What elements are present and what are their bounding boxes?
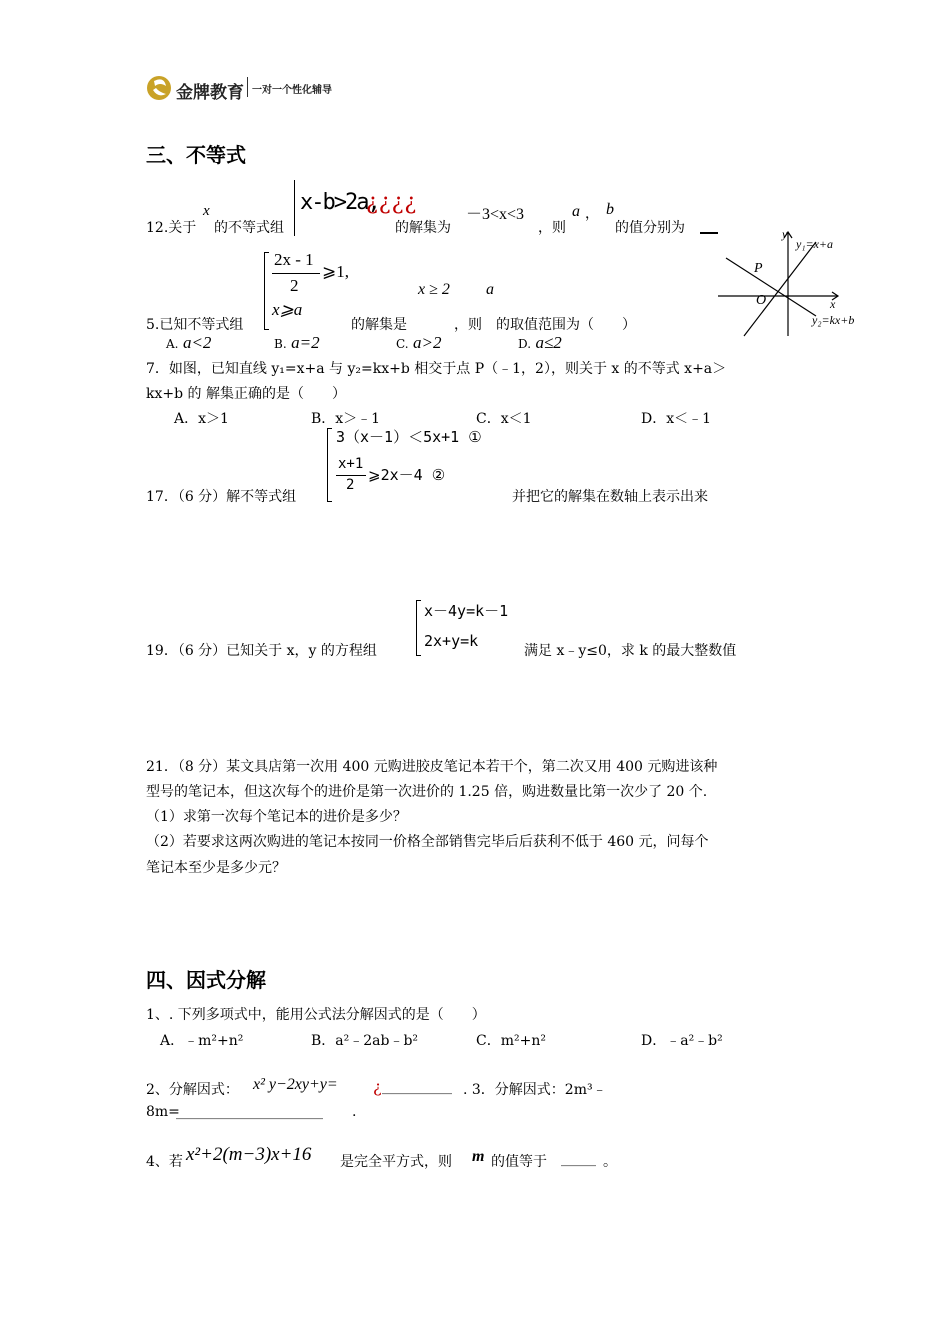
q12-var-b: b [606,201,614,218]
q17-frac-den: 2 [346,477,355,493]
q12-var-a: a [572,203,580,220]
f3-blank[interactable]: _____________________ [176,1104,323,1120]
f4-prefix: 4、若 [146,1154,183,1170]
graph-line1-label: y₁=x+a [796,237,834,251]
q5-cond: x ≥ 2 [418,281,450,298]
q19-eq1: x－4y=k－1 [424,602,509,620]
q5-option-expr: a=2 [291,333,320,352]
q5-frac-bar [272,273,320,274]
q12-then: ，则 [538,220,566,236]
q5-option-c[interactable] [396,333,442,353]
q5-option-a[interactable] [166,333,211,353]
q5-option-d[interactable] [518,333,562,353]
q17-eq1: 3（x－1）＜5x+1 ① [336,428,482,446]
intersection-graph [716,228,891,338]
q7-line1: 7．如图，已知直线 y₁=x+a 与 y₂=kx+b 相交于点 P（﹣1，2），则关于 x 的不等式 x+a＞ [146,361,727,377]
q17-prefix: 17．（6 分）解不等式组 [146,489,297,505]
f4-tail: 的值等于 [491,1154,547,1170]
graph-line2-label: y₂=kx+b [812,313,855,327]
line-y2 [726,258,816,316]
q12-comma: ， [585,206,599,222]
graph-x-label: x [830,297,836,311]
q7-option-a[interactable]: A．x＞1 [174,411,229,427]
f2-prefix: 2、分解因式： [146,1082,239,1098]
q5-tail: 的取值范围为（ ） [496,317,636,333]
q7-line2: kx+b 的 解集正确的是（ ） [146,386,346,402]
q5-option-expr: a≤2 [535,333,562,352]
logo-icon [146,72,172,104]
q5-option-expr: a>2 [413,333,442,352]
f4-end: 。 [603,1154,617,1170]
f1-option-a[interactable]: A．﹣m²+n² [160,1033,244,1049]
q17-frac-bar [336,475,366,476]
q21-line: 21．（8 分）某文具店第一次用 400 元购进胶皮笔记本若干个，第二次又用 400 元购进该种 [146,759,718,775]
q5-system-brace [264,252,269,330]
f4-expr: x²+2(m−3)x+16 [186,1144,312,1165]
f1-stem: 1、. 下列多项式中，能用公式法分解因式的是（ ） [146,1007,486,1023]
q5-option-letter: D. [518,337,532,351]
q5-geq1: ⩾1, [322,262,349,281]
f4-blank[interactable]: _____ [561,1151,596,1167]
q7-option-b[interactable]: B．x＞﹣1 [311,411,381,427]
q21-line: （2）若要求这两次购进的笔记本按同一价格全部销售完毕后后获利不低于 460 元，问每个 [146,834,709,850]
logo-slogan: 一对一个性化辅导 [252,85,332,96]
f2-blank[interactable]: __________ [382,1079,452,1095]
q5-line1: 2x - 1 [274,250,314,269]
q19-system-brace [416,600,421,656]
q12-garbled: ¿¿¿¿ [366,190,418,215]
q19-suffix: 满足 x﹣y≤0，求 k 的最大整数值 [524,643,737,659]
q5-option-expr: a<2 [182,333,212,352]
q17-eq2-rest: ⩾2x－4 ② [368,466,446,484]
q12-solved-is: 的解集为 [395,220,451,236]
f1-option-d[interactable]: D．﹣a²﹣b² [641,1033,723,1049]
q5-prefix: 5.已知不等式组 [146,317,244,333]
q12-var-x: x [203,203,210,219]
q12-tail: 的值分别为 [615,220,685,236]
q17-system-brace [327,428,332,502]
q17-suffix: 并把它的解集在数轴上表示出来 [512,489,708,505]
graph-point-label: P [754,261,763,276]
section-title-inequality: 三、不等式 [146,143,246,167]
q12-prefix: 12.关于 [146,220,197,236]
q5-var-a: a [486,281,494,298]
q5-line2: x⩾a [272,300,303,319]
f4-mid: 是完全平方式，则 [340,1154,452,1170]
graph-origin-label: O [756,293,767,308]
q5-option-letter: A. [166,337,179,351]
q17-frac-num: x+1 [338,456,364,472]
q21-line: （1）求第一次每个笔记本的进价是多少？ [146,809,407,825]
logo-divider [247,77,248,97]
q7-option-d[interactable]: D．x＜﹣1 [641,411,712,427]
q7-option-c[interactable]: C．x＜1 [476,411,532,427]
f2-garbled: ¿ [373,1077,382,1096]
f1-option-c[interactable]: C．m²+n² [476,1033,546,1049]
f3-line2: 8m= [146,1104,180,1120]
q12-range: －3<x<3 [466,206,525,223]
q5-solved-is: 的解集是 [351,317,407,333]
q5-option-letter: B. [274,337,287,351]
logo-brand: 金牌教育 [176,83,244,103]
q21-line: 笔记本至少是多少元？ [146,860,286,876]
f4-var-m: m [472,1148,485,1165]
f2-expr: x² y−2xy+y= [253,1076,338,1093]
q5-option-letter: C. [396,337,409,351]
q12-system-brace [294,180,298,236]
q5-denom: 2 [290,276,299,295]
q19-eq2: 2x+y=k [424,632,479,650]
q12-system: x-b>2a, [300,190,379,215]
section-title-factorization: 四、因式分解 [146,968,266,992]
q5-option-b[interactable] [274,333,320,353]
graph-y-label: y [782,228,788,241]
q19-prefix: 19．（6 分）已知关于 x，y 的方程组 [146,643,377,659]
q5-then: ，则 [454,317,482,333]
f3-label: . 3．分解因式：2m³﹣ [463,1082,607,1098]
q21-line: 型号的笔记本，但这次每个的进价是第一次进价的 1.25 倍，购进数量比第一次少了 20 个. [146,784,708,800]
f1-option-b[interactable]: B．a²﹣2ab﹣b² [311,1033,419,1049]
f3-end: . [352,1104,357,1120]
line-y1 [744,242,816,336]
q12-mid: 的不等式组 [214,220,284,236]
